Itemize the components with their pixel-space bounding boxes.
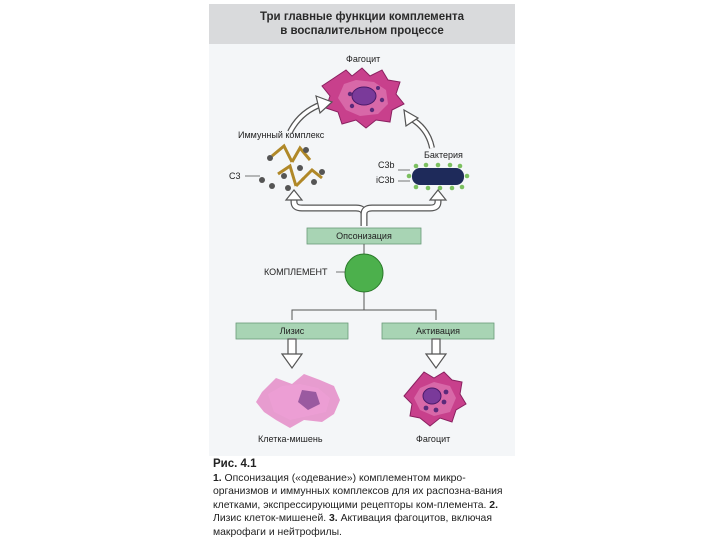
caption-num-1: 1. <box>213 472 222 484</box>
phagocyte-bottom-illustration <box>404 372 466 426</box>
bacterium-illustration <box>407 163 470 191</box>
down-arrows <box>282 339 446 368</box>
header-line-1: Три главные функции комплемента <box>259 11 465 23</box>
caption-num-2: 2. <box>486 499 498 511</box>
phagocyte-top-illustration <box>322 68 404 128</box>
caption-figure-number: Рис. 4.1 <box>213 458 257 470</box>
complement-branch-lines <box>292 310 436 320</box>
complement-label: КОМПЛЕМЕНТ <box>264 267 328 277</box>
figure-caption <box>213 458 513 540</box>
header-line-2: в воспалительном процессе <box>280 25 444 37</box>
phagocyte-bottom-label: Фагоцит <box>416 434 451 444</box>
opsonization-branch-arrow <box>286 190 446 226</box>
target-cell-label: Клетка-мишень <box>258 434 323 444</box>
complement-circle <box>345 254 383 292</box>
phagocyte-top-label: Фагоцит <box>346 54 381 64</box>
caption-text-2: Лизис клеток-мишеней. <box>213 513 327 525</box>
c3b-label: C3b <box>378 160 395 170</box>
activation-label: Активация <box>416 326 460 336</box>
c3-label: C3 <box>229 171 241 181</box>
caption-num-3: 3. <box>326 513 338 525</box>
caption-text-3: Активация фагоцитов, включая макрофаги и нейтрофилы. <box>213 513 492 538</box>
target-cell-illustration <box>256 374 340 428</box>
lysis-label: Лизис <box>279 326 305 336</box>
immune-complex-label: Иммунный комплекс <box>238 130 325 140</box>
opsonization-label: Опсонизация <box>336 231 392 241</box>
bacteria-label: Бактерия <box>424 150 463 160</box>
ic3b-label: iC3b <box>376 175 395 185</box>
caption-text-1: Опсонизация («одевание») комплементом микро-организмов и иммунных комплексов для их распозна-вания клетками, экспрессирующими рецепторы ком-племента. <box>213 472 503 511</box>
